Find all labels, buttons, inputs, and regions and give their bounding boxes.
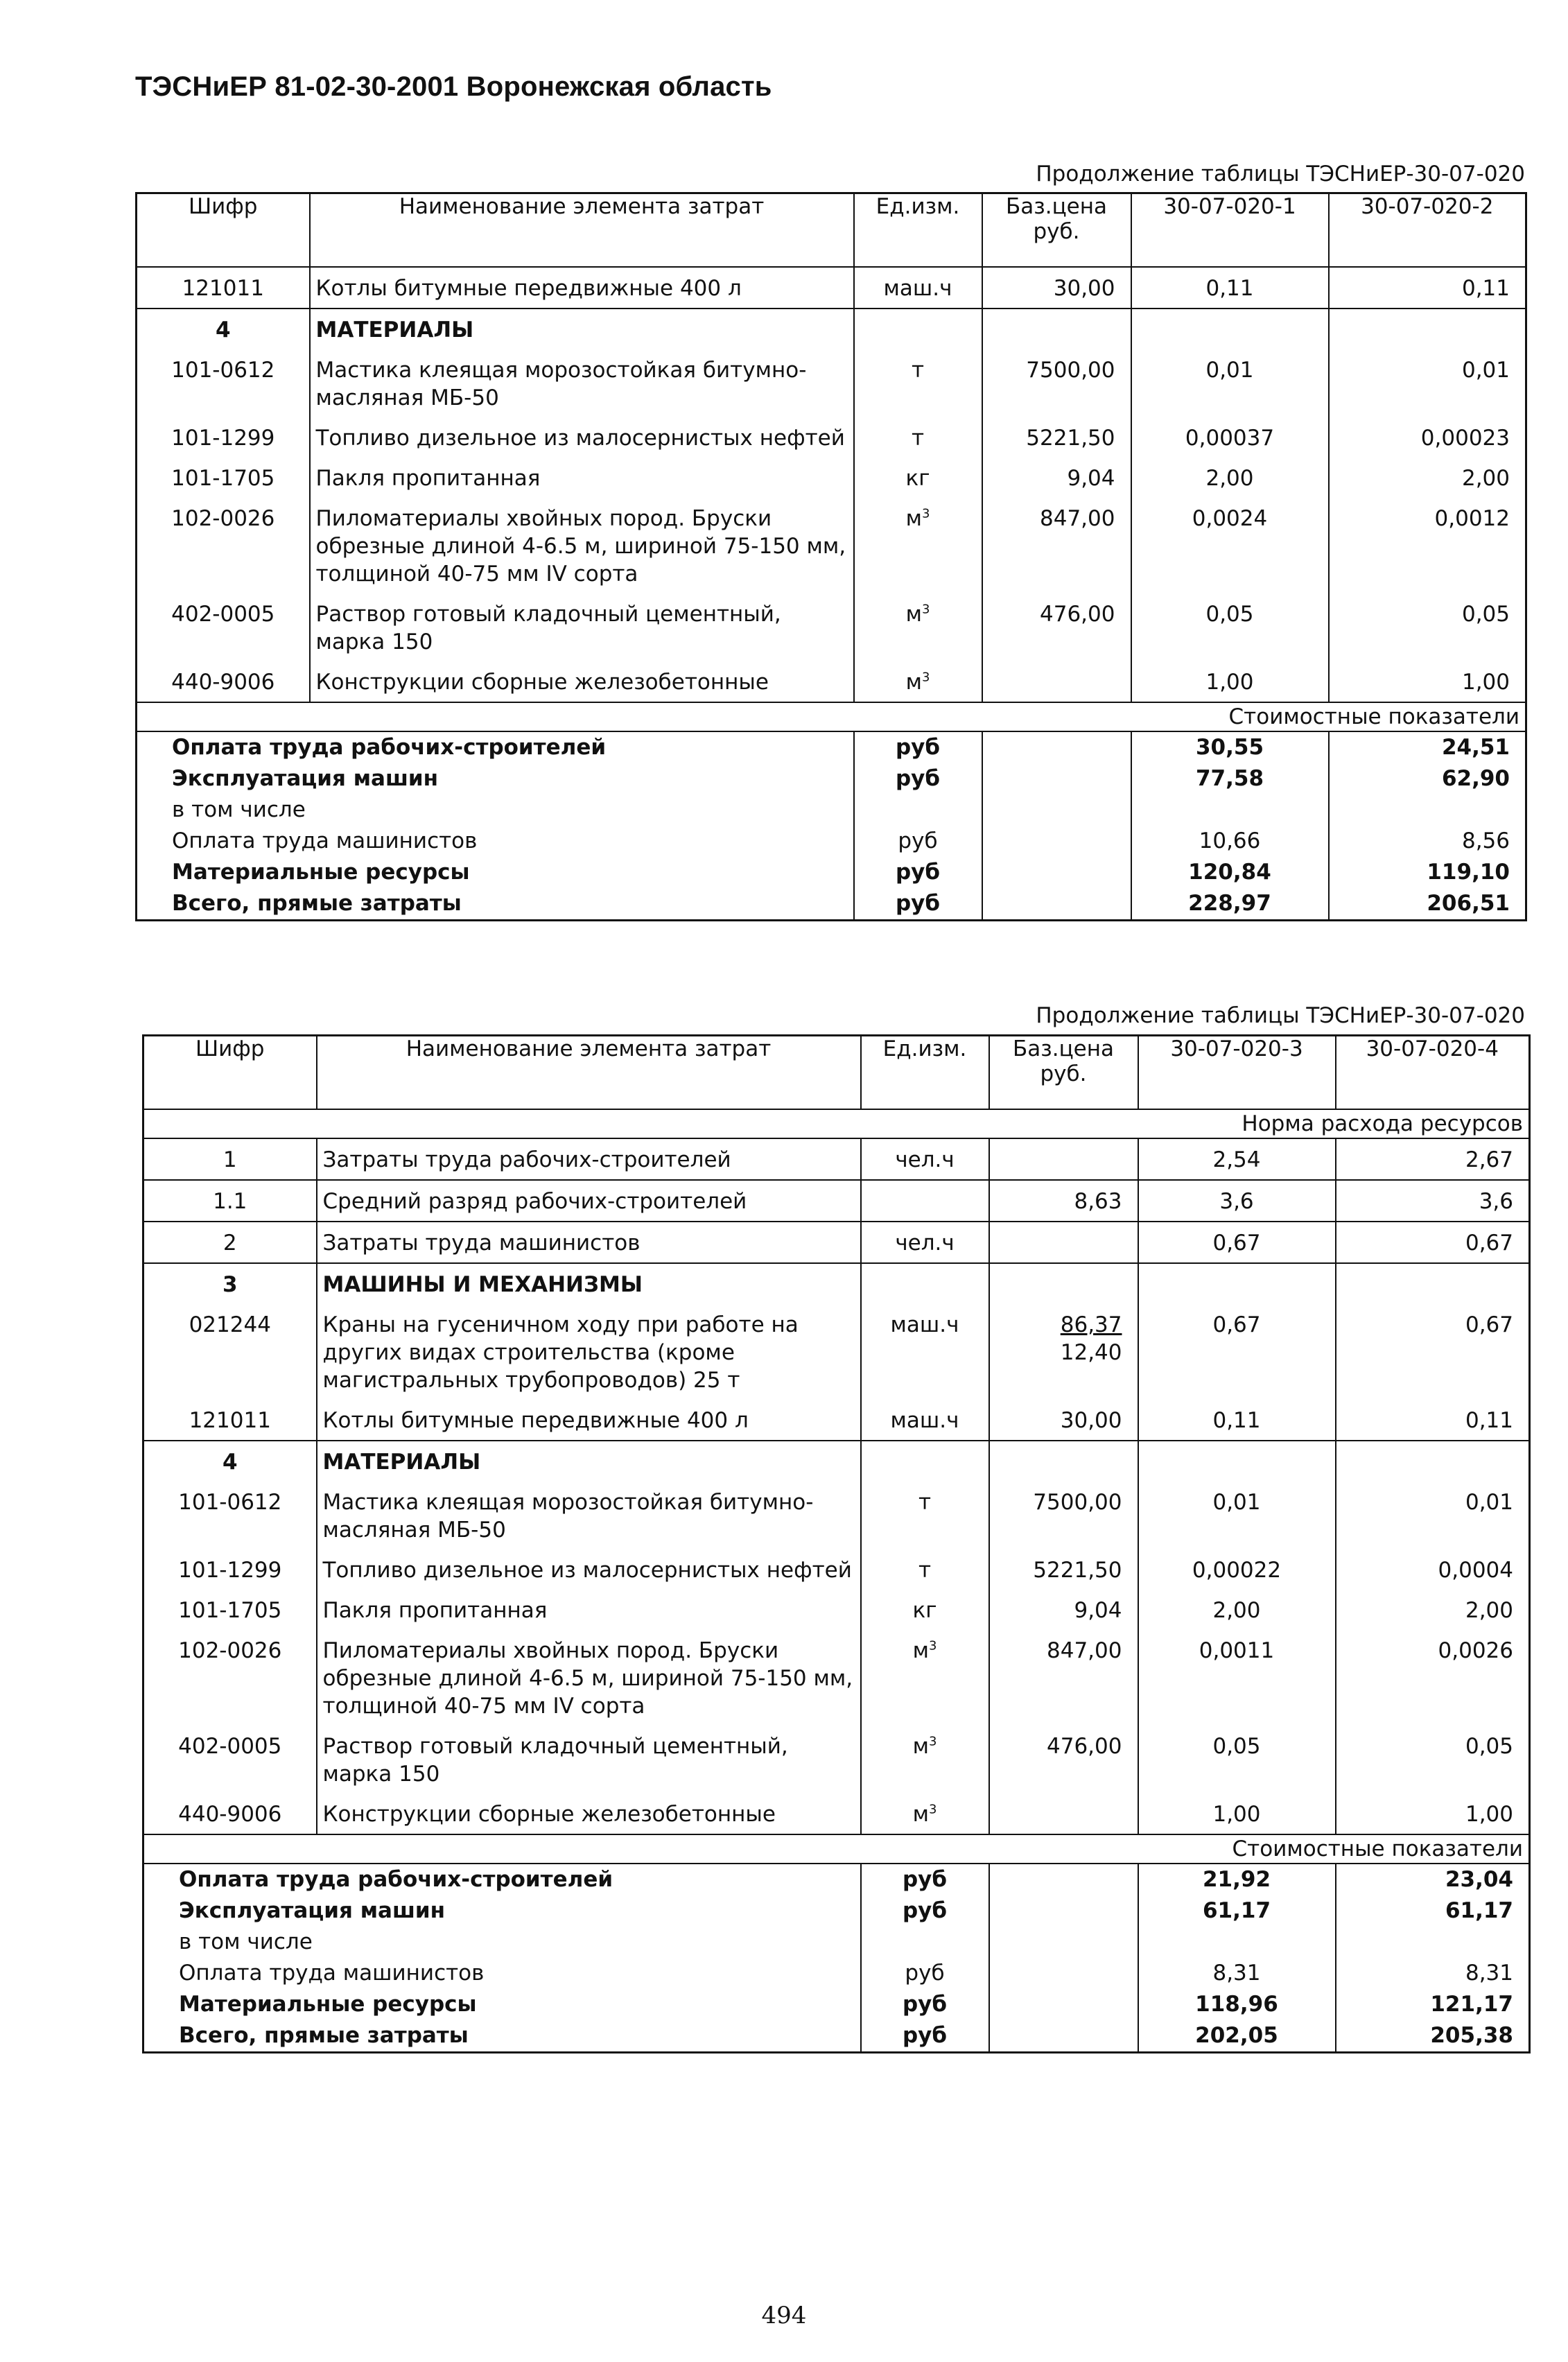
summary-col-b: 206,51 [1329, 888, 1526, 921]
summary-unit: руб [861, 2020, 989, 2053]
row-unit-text: кг [912, 1598, 937, 1623]
table1-continuation: Продолжение таблицы ТЭСНиЕР-30-07-020 [1036, 162, 1525, 186]
row-unit [854, 498, 982, 593]
row-price [982, 661, 1131, 702]
summary-row [137, 857, 1526, 888]
summary-col-a: 228,97 [1131, 888, 1329, 921]
table2-header-row [143, 1036, 1530, 1110]
col-name-header: Наименование элемента затрат [310, 193, 854, 268]
row-code: 101-0612 [137, 349, 310, 417]
summary-col-b: 61,17 [1336, 1895, 1530, 1927]
row-price-value: 847,00 [1047, 1638, 1122, 1663]
row-price-value: 5221,50 [1026, 426, 1115, 451]
summary-label: Оплата труда машинистов [137, 826, 854, 857]
summary-label: Оплата труда машинистов [143, 1958, 861, 1989]
row-unit [861, 1400, 989, 1441]
summary-label: Оплата труда рабочих-строителей [137, 731, 854, 763]
row-col-b: 0,01 [1336, 1482, 1530, 1549]
row-price [982, 267, 1131, 309]
row-price-labor-value: 12,40 [1060, 1340, 1122, 1365]
summary-col-b: 205,38 [1336, 2020, 1530, 2053]
row-name: Краны на гусеничном ходу при работе на других видах строительства (кроме магистральных трубопроводов) 25 т [317, 1304, 861, 1400]
summary-row [137, 763, 1526, 794]
row-name: Пакля пропитанная [317, 1590, 861, 1630]
table-row [143, 1304, 1530, 1400]
table2-body [143, 1138, 1530, 1834]
row-code: 2 [143, 1222, 317, 1263]
row-price [989, 1180, 1138, 1222]
col-b-header: 30-07-020-4 [1336, 1036, 1530, 1110]
row-price-value: 30,00 [1060, 1408, 1122, 1433]
row-price [982, 458, 1131, 498]
table-row [137, 593, 1526, 661]
row-code: 402-0005 [143, 1726, 317, 1794]
summary-price [982, 763, 1131, 794]
row-unit-text: кг [905, 466, 930, 491]
row-col-a: 2,00 [1131, 458, 1329, 498]
table1-body [137, 267, 1526, 702]
col-a-header: 30-07-020-3 [1138, 1036, 1336, 1110]
row-name: Топливо дизельное из малосернистых нефтей [317, 1549, 861, 1590]
summary-unit: руб [854, 857, 982, 888]
row-unit [861, 1549, 989, 1590]
row-price [989, 1222, 1138, 1263]
row-col-b: 2,00 [1329, 458, 1526, 498]
row-col-a: 0,00022 [1138, 1549, 1336, 1590]
row-price [989, 1441, 1138, 1482]
row-name: Затраты труда рабочих-строителей [317, 1138, 861, 1180]
cubic-superscript: 3 [921, 670, 930, 685]
summary-label: Эксплуатация машин [143, 1895, 861, 1927]
summary-row [143, 1989, 1530, 2020]
row-price [989, 1482, 1138, 1549]
summary-unit: руб [854, 888, 982, 921]
row-unit [854, 593, 982, 661]
cubic-superscript: 3 [921, 602, 930, 617]
row-name: Конструкции сборные железобетонные [317, 1794, 861, 1834]
col-code-header: Шифр [137, 193, 310, 268]
row-name: Котлы битумные передвижные 400 л [310, 267, 854, 309]
row-code: 102-0026 [143, 1630, 317, 1726]
summary-unit: руб [854, 763, 982, 794]
row-unit [861, 1180, 989, 1222]
table-row [137, 458, 1526, 498]
row-col-b: 0,01 [1329, 349, 1526, 417]
table-row [143, 1441, 1530, 1482]
row-col-b: 0,05 [1336, 1726, 1530, 1794]
summary-row [137, 826, 1526, 857]
table2-continuation: Продолжение таблицы ТЭСНиЕР-30-07-020 [1036, 1003, 1525, 1028]
row-code: 1 [143, 1138, 317, 1180]
row-col-a [1131, 309, 1329, 349]
row-name: МАТЕРИАЛЫ [317, 1441, 861, 1482]
row-price [989, 1263, 1138, 1304]
table-row [143, 1263, 1530, 1304]
row-price-value: 5221,50 [1033, 1558, 1122, 1583]
summary-price [982, 794, 1131, 826]
row-code: 1.1 [143, 1180, 317, 1222]
row-code: 121011 [143, 1400, 317, 1441]
summary-col-a: 8,31 [1138, 1958, 1336, 1989]
row-col-a: 0,0011 [1138, 1630, 1336, 1726]
row-code: 101-1299 [143, 1549, 317, 1590]
row-code: 101-1705 [137, 458, 310, 498]
row-name: Котлы битумные передвижные 400 л [317, 1400, 861, 1441]
table-row [137, 349, 1526, 417]
row-col-a: 0,01 [1131, 349, 1329, 417]
row-col-a: 0,05 [1131, 593, 1329, 661]
row-col-b: 0,05 [1329, 593, 1526, 661]
row-col-a: 2,00 [1138, 1590, 1336, 1630]
row-col-a: 2,54 [1138, 1138, 1336, 1180]
row-price [989, 1630, 1138, 1726]
row-unit [854, 349, 982, 417]
summary-unit: руб [854, 731, 982, 763]
row-unit [854, 267, 982, 309]
row-name: Раствор готовый кладочный цементный, марка 150 [317, 1726, 861, 1794]
row-name: Топливо дизельное из малосернистых нефтей [310, 417, 854, 458]
row-col-b: 0,67 [1336, 1304, 1530, 1400]
summary-col-b: 62,90 [1329, 763, 1526, 794]
row-name: Пиломатериалы хвойных пород. Бруски обрезные длиной 4-6.5 м, шириной 75-150 мм, толщиной 40-75 мм IV сорта [310, 498, 854, 593]
row-price [989, 1726, 1138, 1794]
table-row [143, 1549, 1530, 1590]
row-name: Пиломатериалы хвойных пород. Бруски обрезные длиной 4-6.5 м, шириной 75-150 мм, толщиной 40-75 мм IV сорта [317, 1630, 861, 1726]
row-price-value: 476,00 [1040, 602, 1115, 627]
summary-price [989, 1864, 1138, 1895]
table1-summary [137, 731, 1526, 921]
row-col-b: 2,00 [1336, 1590, 1530, 1630]
summary-row [143, 2020, 1530, 2053]
row-col-b: 0,0004 [1336, 1549, 1530, 1590]
summary-unit: руб [861, 1864, 989, 1895]
row-unit [861, 1794, 989, 1834]
summary-col-b: 121,17 [1336, 1989, 1530, 2020]
row-price-value: 476,00 [1047, 1734, 1122, 1759]
col-code-header: Шифр [143, 1036, 317, 1110]
table-row [137, 417, 1526, 458]
summary-row [143, 1864, 1530, 1895]
row-price-value: 7500,00 [1033, 1490, 1122, 1515]
row-col-b: 2,67 [1336, 1138, 1530, 1180]
row-price-value: 86,37 [1060, 1312, 1122, 1337]
summary-label: Материальные ресурсы [143, 1989, 861, 2020]
summary-col-a: 10,66 [1131, 826, 1329, 857]
row-unit [861, 1138, 989, 1180]
summary-col-b: 23,04 [1336, 1864, 1530, 1895]
row-unit [854, 458, 982, 498]
table-row [143, 1590, 1530, 1630]
summary-row [137, 888, 1526, 921]
col-b-header: 30-07-020-2 [1329, 193, 1526, 268]
row-name: Мастика клеящая морозостойкая битумно-масляная МБ-50 [317, 1482, 861, 1549]
summary-price [989, 2020, 1138, 2053]
row-unit-text: т [911, 426, 925, 451]
row-col-a: 3,6 [1138, 1180, 1336, 1222]
row-price [982, 498, 1131, 593]
row-unit-text: м [905, 602, 922, 627]
summary-price [989, 1895, 1138, 1927]
summary-col-b: 24,51 [1329, 731, 1526, 763]
summary-col-a: 61,17 [1138, 1895, 1336, 1927]
row-name: Пакля пропитанная [310, 458, 854, 498]
row-price-value: 847,00 [1040, 506, 1115, 531]
summary-price [982, 857, 1131, 888]
summary-col-b [1329, 794, 1526, 826]
row-code: 4 [143, 1441, 317, 1482]
row-code: 101-1705 [143, 1590, 317, 1630]
row-unit [854, 661, 982, 702]
summary-label: в том числе [137, 794, 854, 826]
table-row [143, 1726, 1530, 1794]
row-unit-text: маш.ч [890, 1312, 959, 1337]
row-col-a: 0,00037 [1131, 417, 1329, 458]
table2-summary [143, 1864, 1530, 2053]
summary-col-a: 77,58 [1131, 763, 1329, 794]
row-unit-text: маш.ч [890, 1408, 959, 1433]
col-a-header: 30-07-020-1 [1131, 193, 1329, 268]
summary-col-a: 120,84 [1131, 857, 1329, 888]
row-col-a [1138, 1441, 1336, 1482]
row-code: 101-1299 [137, 417, 310, 458]
row-col-a: 1,00 [1138, 1794, 1336, 1834]
table1 [135, 192, 1527, 921]
summary-unit: руб [861, 1989, 989, 2020]
summary-unit: руб [854, 826, 982, 857]
summary-price [989, 1927, 1138, 1958]
table-row [143, 1482, 1530, 1549]
row-col-b [1336, 1441, 1530, 1482]
document-title: ТЭСНиЕР 81-02-30-2001 Воронежская область [135, 71, 772, 102]
summary-col-a: 21,92 [1138, 1864, 1336, 1895]
summary-price [989, 1989, 1138, 2020]
row-price [989, 1794, 1138, 1834]
row-unit-text: м [905, 506, 922, 531]
summary-col-a: 118,96 [1138, 1989, 1336, 2020]
row-unit [854, 309, 982, 349]
row-col-b: 0,0026 [1336, 1630, 1530, 1726]
row-col-a: 0,0024 [1131, 498, 1329, 593]
row-code: 402-0005 [137, 593, 310, 661]
table-row [143, 1222, 1530, 1263]
row-name: Раствор готовый кладочный цементный, марка 150 [310, 593, 854, 661]
summary-price [982, 826, 1131, 857]
summary-col-b: 8,56 [1329, 826, 1526, 857]
table-row [143, 1630, 1530, 1726]
summary-row [137, 794, 1526, 826]
row-name: Затраты труда машинистов [317, 1222, 861, 1263]
summary-label: Материальные ресурсы [137, 857, 854, 888]
row-price [982, 349, 1131, 417]
summary-col-b: 119,10 [1329, 857, 1526, 888]
summary-price [989, 1958, 1138, 1989]
row-col-b [1336, 1263, 1530, 1304]
table2-norm-title-row [143, 1109, 1530, 1138]
summary-label: Оплата труда рабочих-строителей [143, 1864, 861, 1895]
table-row [137, 267, 1526, 309]
row-unit-text: м [912, 1802, 929, 1827]
row-code: 440-9006 [137, 661, 310, 702]
row-col-a [1138, 1263, 1336, 1304]
cubic-superscript: 3 [921, 506, 930, 521]
row-name: Средний разряд рабочих-строителей [317, 1180, 861, 1222]
row-name: МАТЕРИАЛЫ [310, 309, 854, 349]
row-col-a: 0,67 [1138, 1222, 1336, 1263]
row-price [989, 1138, 1138, 1180]
table1-cost-title-row [137, 702, 1526, 731]
row-price-value: 9,04 [1067, 466, 1115, 491]
summary-unit [861, 1927, 989, 1958]
page-number: 494 [761, 2302, 807, 2329]
table-row [137, 498, 1526, 593]
row-unit-text: т [918, 1558, 932, 1583]
row-price-value: 7500,00 [1026, 358, 1115, 383]
row-unit [861, 1726, 989, 1794]
summary-row [143, 1958, 1530, 1989]
row-col-a: 0,67 [1138, 1304, 1336, 1400]
row-code: 121011 [137, 267, 310, 309]
row-code: 101-0612 [143, 1482, 317, 1549]
col-price-header: Баз.цена руб. [982, 193, 1131, 268]
row-code: 4 [137, 309, 310, 349]
summary-label: Всего, прямые затраты [137, 888, 854, 921]
summary-label: Всего, прямые затраты [143, 2020, 861, 2053]
row-code: 440-9006 [143, 1794, 317, 1834]
row-col-b: 1,00 [1336, 1794, 1530, 1834]
row-col-a: 0,01 [1138, 1482, 1336, 1549]
summary-label: Эксплуатация машин [137, 763, 854, 794]
row-name: МАШИНЫ И МЕХАНИЗМЫ [317, 1263, 861, 1304]
row-col-a: 0,05 [1138, 1726, 1336, 1794]
summary-price [982, 888, 1131, 921]
table-row [143, 1138, 1530, 1180]
row-code: 102-0026 [137, 498, 310, 593]
row-unit-text: м [905, 670, 922, 695]
row-unit [854, 417, 982, 458]
row-unit-text: м [912, 1638, 929, 1663]
row-col-a: 0,11 [1131, 267, 1329, 309]
summary-price [982, 731, 1131, 763]
row-name: Мастика клеящая морозостойкая битумно-масляная МБ-50 [310, 349, 854, 417]
row-unit [861, 1304, 989, 1400]
row-col-b: 0,67 [1336, 1222, 1530, 1263]
summary-col-b: 8,31 [1336, 1958, 1530, 1989]
row-col-b: 3,6 [1336, 1180, 1530, 1222]
col-unit-header: Ед.изм. [854, 193, 982, 268]
table-row [143, 1794, 1530, 1834]
col-name-header: Наименование элемента затрат [317, 1036, 861, 1110]
table-row [137, 661, 1526, 702]
row-price [989, 1304, 1138, 1400]
table-row [143, 1180, 1530, 1222]
row-unit-text: маш.ч [883, 276, 952, 301]
row-code: 3 [143, 1263, 317, 1304]
row-unit [861, 1441, 989, 1482]
table-row [143, 1400, 1530, 1441]
row-price-value: 8,63 [1074, 1189, 1122, 1214]
row-unit [861, 1222, 989, 1263]
row-unit-text: т [918, 1490, 932, 1515]
summary-col-a: 30,55 [1131, 731, 1329, 763]
row-price [982, 309, 1131, 349]
row-name: Конструкции сборные железобетонные [310, 661, 854, 702]
row-code: 021244 [143, 1304, 317, 1400]
row-unit [861, 1630, 989, 1726]
row-unit [861, 1482, 989, 1549]
row-col-b [1329, 309, 1526, 349]
summary-col-b [1336, 1927, 1530, 1958]
summary-unit: руб [861, 1895, 989, 1927]
row-col-b: 0,11 [1329, 267, 1526, 309]
row-price [989, 1549, 1138, 1590]
table1-header-row [137, 193, 1526, 268]
table1-cost-title: Стоимостные показатели [137, 702, 1526, 731]
cubic-superscript: 3 [928, 1802, 937, 1817]
row-unit-text: чел.ч [895, 1231, 955, 1256]
summary-col-a [1138, 1927, 1336, 1958]
row-col-a: 0,11 [1138, 1400, 1336, 1441]
col-price-header: Баз.цена руб. [989, 1036, 1138, 1110]
summary-row [137, 731, 1526, 763]
row-col-b: 0,00023 [1329, 417, 1526, 458]
summary-col-a [1131, 794, 1329, 826]
row-col-b: 0,0012 [1329, 498, 1526, 593]
table-row [137, 309, 1526, 349]
row-price [982, 593, 1131, 661]
row-unit-text: м [912, 1734, 929, 1759]
row-col-b: 1,00 [1329, 661, 1526, 702]
summary-label: в том числе [143, 1927, 861, 1958]
table2-norm-title: Норма расхода ресурсов [143, 1109, 1530, 1138]
row-unit-text: т [911, 358, 925, 383]
summary-unit [854, 794, 982, 826]
row-price [989, 1590, 1138, 1630]
summary-col-a: 202,05 [1138, 2020, 1336, 2053]
row-unit [861, 1590, 989, 1630]
summary-row [143, 1927, 1530, 1958]
row-unit-text: чел.ч [895, 1147, 955, 1172]
table2 [142, 1034, 1531, 2053]
cubic-superscript: 3 [928, 1734, 937, 1749]
row-price-value: 30,00 [1053, 276, 1115, 301]
cubic-superscript: 3 [928, 1638, 937, 1653]
table2-cost-title: Стоимостные показатели [143, 1834, 1530, 1864]
row-col-a: 1,00 [1131, 661, 1329, 702]
col-unit-header: Ед.изм. [861, 1036, 989, 1110]
row-price [989, 1400, 1138, 1441]
row-unit [861, 1263, 989, 1304]
row-price-value: 9,04 [1074, 1598, 1122, 1623]
row-price [982, 417, 1131, 458]
summary-row [143, 1895, 1530, 1927]
row-col-b: 0,11 [1336, 1400, 1530, 1441]
table2-cost-title-row [143, 1834, 1530, 1864]
summary-unit: руб [861, 1958, 989, 1989]
